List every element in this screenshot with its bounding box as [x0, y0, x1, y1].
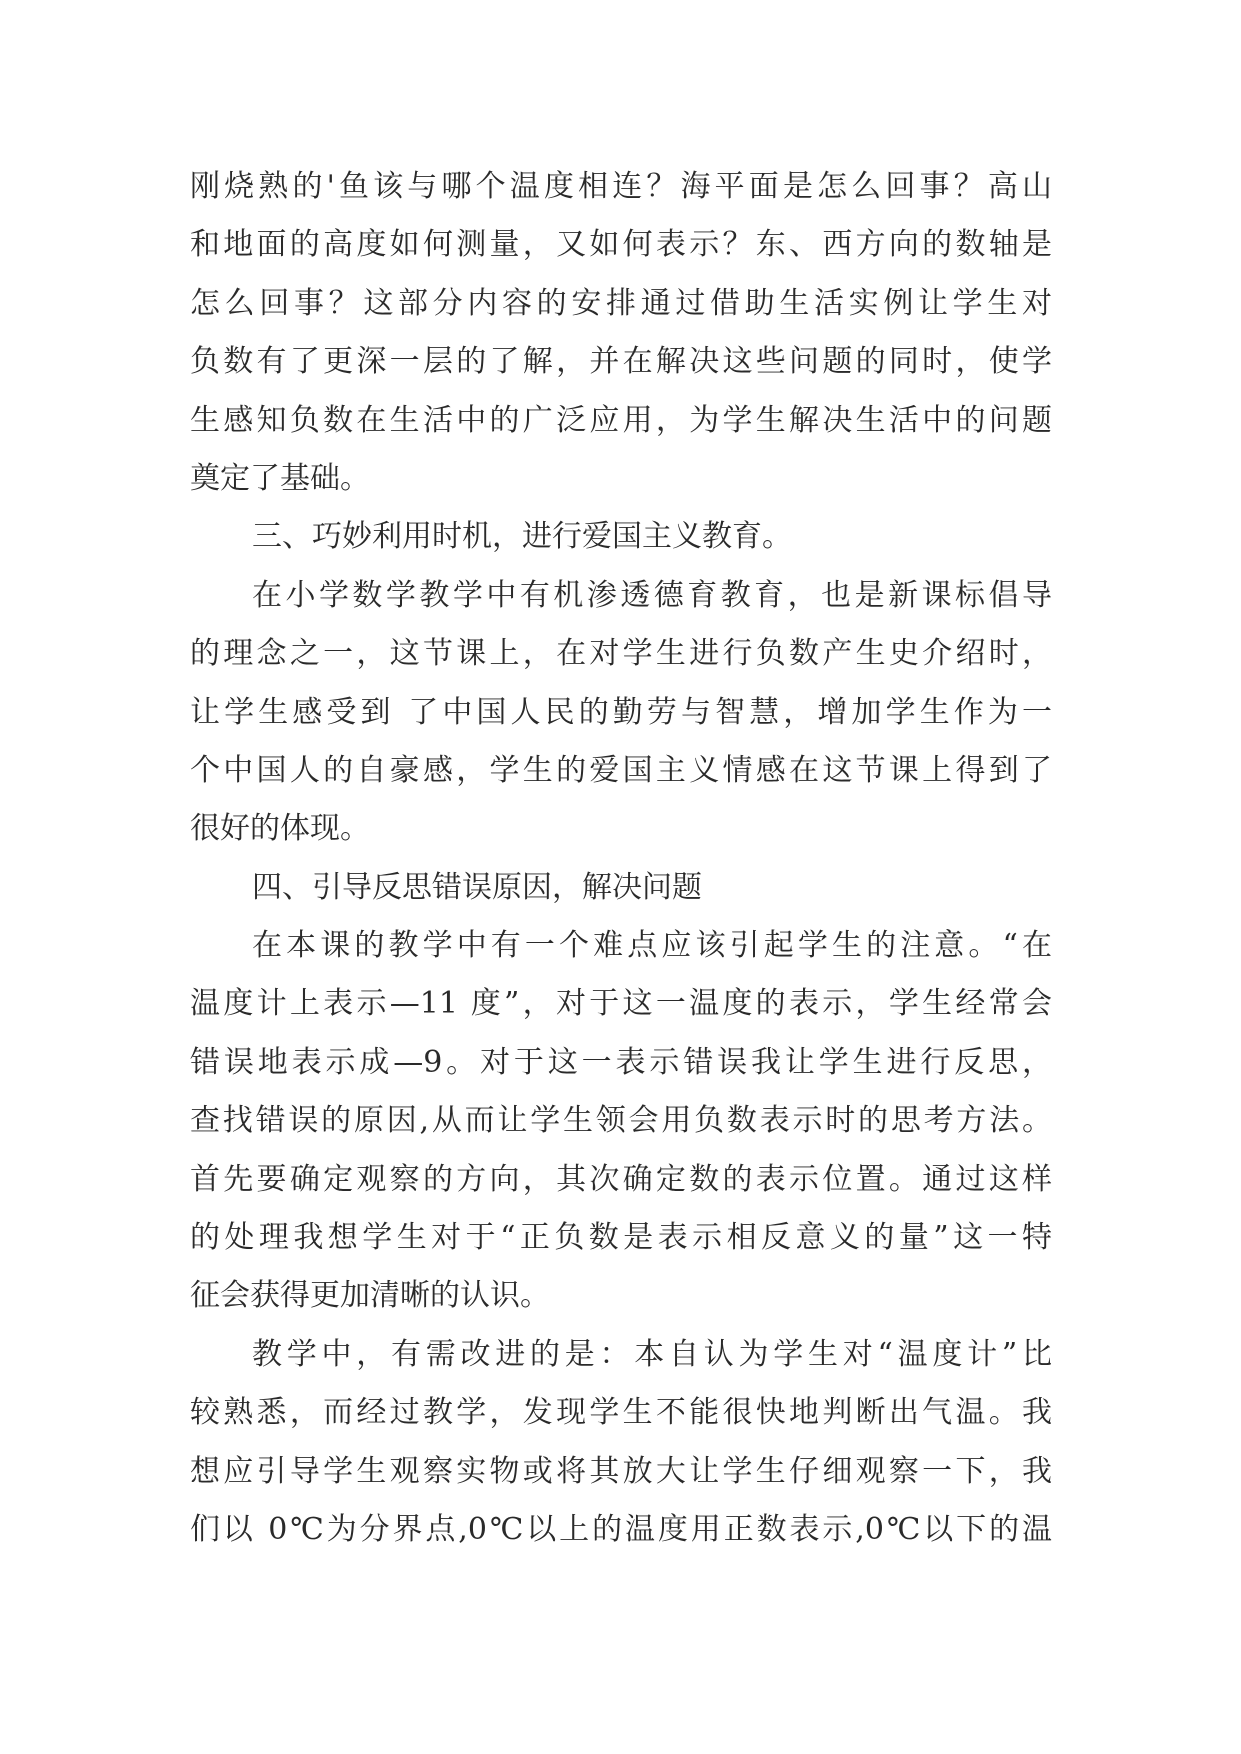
text-line: 让学生感受到 了中国人民的勤劳与智慧，增加学生作为一: [190, 694, 1052, 730]
text-line: 奠定了基础。: [190, 460, 370, 496]
text-line: 温度计上表示—11 度”，对于这一温度的表示，学生经常会: [190, 986, 1052, 1022]
text-line: 首先要确定观察的方向，其次确定数的表示位置。通过这样: [190, 1161, 1052, 1197]
text-line: 刚烧熟的'鱼该与哪个温度相连？海平面是怎么回事？高山: [190, 169, 1052, 204]
text-line: 想应引导学生观察实物或将其放大让学生仔细观察一下，我: [190, 1453, 1052, 1489]
text-line: 较熟悉，而经过教学，发现学生不能很快地判断出气温。我: [190, 1395, 1052, 1431]
text-line: 负数有了更深一层的了解，并在解决这些问题的同时，使学: [190, 344, 1052, 380]
text-line: 生感知负数在生活中的广泛应用，为学生解决生活中的问题: [190, 402, 1052, 438]
text-line: 们以 0℃为分界点,0℃以上的温度用正数表示,0℃以下的温: [190, 1511, 1052, 1547]
text-line: 错误地表示成—9。对于这一表示错误我让学生进行反思，: [190, 1044, 1052, 1080]
text-line: 在小学数学教学中有机渗透德育教育，也是新课标倡导: [252, 577, 1052, 613]
text-line: 怎么回事？这部分内容的安排通过借助生活实例让学生对: [190, 285, 1052, 321]
text-line: 教学中，有需改进的是：本自认为学生对“温度计”比: [252, 1336, 1052, 1372]
text-line: 在本课的教学中有一个难点应该引起学生的注意。“在: [252, 928, 1052, 964]
text-line: 征会获得更加清晰的认识。: [190, 1278, 550, 1314]
text-line: 个中国人的自豪感，学生的爱国主义情感在这节课上得到了: [190, 752, 1052, 788]
text-line: 查找错误的原因,从而让学生领会用负数表示时的思考方法。: [190, 1103, 1052, 1139]
text-line: 三、巧妙利用时机，进行爱国主义教育。: [252, 519, 792, 555]
text-line: 很好的体现。: [190, 811, 370, 847]
text-line: 和地面的高度如何测量，又如何表示？东、西方向的数轴是: [190, 227, 1052, 263]
text-line: 的处理我想学生对于“正负数是表示相反意义的量”这一特: [190, 1220, 1052, 1256]
text-line: 的理念之一，这节课上，在对学生进行负数产生史介绍时，: [190, 636, 1052, 672]
document-body: [190, 158, 1052, 1559]
text-line: 四、引导反思错误原因，解决问题: [252, 869, 702, 905]
